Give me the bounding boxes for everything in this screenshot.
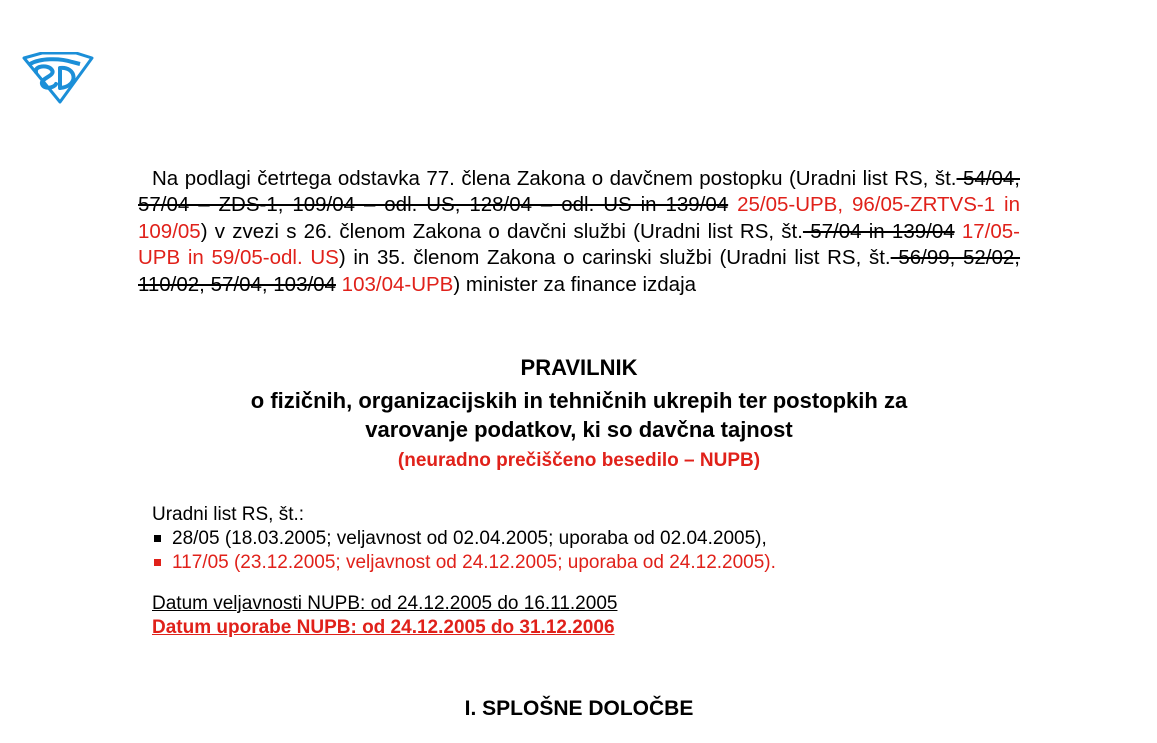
intro-repealed-1: 54/04, 57/04 – ZDS-1, 109/04 – odl. US, 128/04 – odl. US in 139/04 — [138, 167, 1020, 217]
document-subtitle: (neuradno prečiščeno besedilo – NUPB) — [397, 450, 761, 471]
gazette-list — [152, 527, 1012, 575]
bullet-icon — [154, 535, 161, 542]
section-heading: I. SPLOŠNE DOLOČBE — [464, 697, 694, 720]
gazette-item-text: 28/05 (18.03.2005; veljavnost od 02.04.2005; uporaba od 02.04.2005), — [172, 528, 767, 549]
logo-icon — [20, 52, 96, 104]
application-date: Datum uporabe NUPB: od 24.12.2005 do 31.12.2006 — [152, 617, 615, 638]
gazette-label: Uradni list RS, št.: — [152, 504, 305, 525]
document-title: PRAVILNIK — [520, 355, 638, 380]
validity-date: Datum veljavnosti NUPB: od 24.12.2005 do 16.11.2005 — [152, 593, 618, 614]
intro-text-3: ) in 35. členom Zakona o carinski službi (Uradni list RS, št. — [338, 246, 891, 270]
intro-repealed-2: 57/04 in 139/04 — [802, 219, 955, 243]
intro-text-1: Na podlagi četrtega odstavka 77. člena Zakona o davčnem postopku (Uradni list RS, št. — [152, 167, 957, 190]
list-item — [152, 551, 1012, 575]
intro-amended-1: 25/05-UPB, 96/05-ZRTVS-1 in 109/05 — [138, 193, 1020, 243]
intro-text-4: ) minister za finance izdaja — [453, 272, 697, 296]
intro-text-2: ) v zvezi s 26. členom Zakona o davčni službi (Uradni list RS, št. — [200, 219, 803, 243]
list-item — [152, 527, 1012, 551]
gazette-references — [152, 503, 1012, 575]
intro-paragraph — [138, 166, 1020, 298]
bullet-icon — [154, 559, 161, 566]
document-subject — [138, 386, 1020, 444]
document-subject-line-2: varovanje podatkov, ki so davčna tajnost — [365, 417, 793, 442]
intro-amended-3: 103/04-UPB — [335, 272, 454, 296]
intro-repealed-3: 56/99, 52/02, 110/02, 57/04, 103/04 — [138, 246, 1021, 296]
nupb-dates — [152, 592, 617, 640]
gazette-item-text: 117/05 (23.12.2005; veljavnost od 24.12.2005; uporaba od 24.12.2005). — [172, 552, 776, 573]
intro-amended-2: 17/05-UPB in 59/05-odl. US — [138, 219, 1020, 270]
document-subject-line-1: o fizičnih, organizacijskih in tehničnih ukrepih ter postopkih za — [250, 388, 908, 413]
